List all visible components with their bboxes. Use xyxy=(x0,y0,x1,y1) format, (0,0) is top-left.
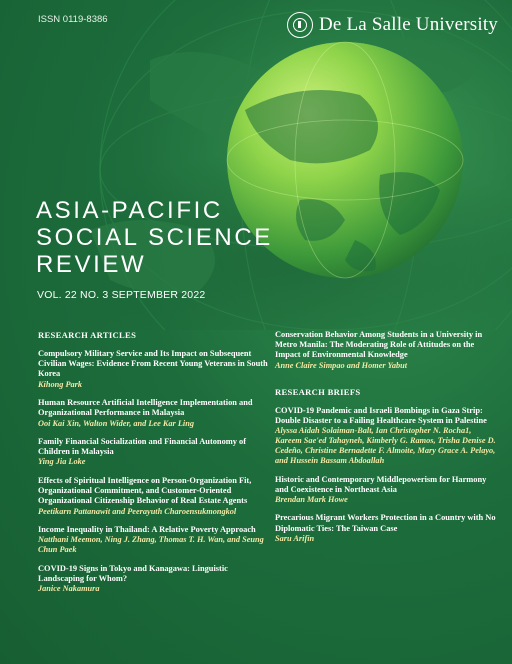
brief-authors: Brendan Mark Howe xyxy=(275,494,348,504)
article-entry xyxy=(275,330,497,371)
brief-title: Historic and Contemporary Middlepowerism for Harmony and Coexistence in Northeast Asia xyxy=(275,474,487,494)
contents-right-column xyxy=(275,330,497,552)
article-title: Conservation Behavior Among Students in a University in Metro Manila: The Moderating Role of Attitudes on the Impact of Environmental Knowledge xyxy=(275,330,483,360)
article-title: COVID-19 Signs in Tokyo and Kanagawa: Linguistic Landscaping for Whom? xyxy=(38,563,228,583)
article-title: Human Resource Artificial Intelligence Implementation and Organizational Performance in Malaysia xyxy=(38,398,253,418)
university-seal-icon xyxy=(287,12,313,38)
brief-entry xyxy=(275,406,497,466)
journal-title-line: REVIEW xyxy=(36,251,147,278)
article-entry xyxy=(38,349,270,390)
brief-title: COVID-19 Pandemic and Israeli Bombings in Gaza Strip: Double Disaster to a Failing Healthcare System in Palestine xyxy=(275,405,487,425)
article-authors: Kihong Park xyxy=(38,379,83,389)
journal-title-line: ASIA-PACIFIC xyxy=(36,197,223,224)
issn-number: ISSN 0119-8386 xyxy=(38,14,108,25)
article-entry xyxy=(38,564,270,594)
research-briefs-section xyxy=(275,387,497,544)
volume-issue-date: VOL. 22 NO. 3 SEPTEMBER 2022 xyxy=(37,289,206,301)
publisher-brand xyxy=(287,12,498,38)
article-authors: Ooi Kai Xin, Walton Wider, and Lee Kar Ling xyxy=(38,418,194,428)
article-entry xyxy=(38,437,270,467)
brief-entry xyxy=(275,475,497,505)
article-title: Compulsory Military Service and Its Impact on Subsequent Civilian Wages: Evidence From Recent Young Veterans in South Korea xyxy=(38,349,268,379)
article-authors: Natthani Meemon, Ning J. Zhang, Thomas T. H. Wan, and Seung Chun Paek xyxy=(38,535,264,555)
article-entry xyxy=(38,398,270,428)
contents-left-column xyxy=(38,330,270,603)
article-authors: Peetikarn Pattanawit and Peerayuth Charoensukmongkol xyxy=(38,506,237,516)
brief-entry xyxy=(275,513,497,543)
section-heading-research-articles: RESEARCH ARTICLES xyxy=(38,330,137,340)
journal-title-line: SOCIAL SCIENCE xyxy=(36,224,273,251)
article-title: Family Financial Socialization and Financial Autonomy of Children in Malaysia xyxy=(38,437,246,457)
section-heading-research-briefs: RESEARCH BRIEFS xyxy=(275,386,361,397)
article-title: Income Inequality in Thailand: A Relative Poverty Approach xyxy=(38,525,256,535)
brief-authors: Alyssa Aidah Solaiman-Balt, Ian Christopher N. Rocha1, Kareem Sae'ed Tahayneh, Kimberly G. Ramos, Trisha Denise D. Cedeño, Christine Bernadette F. Almoite, Mary Grace A. Pelayo, and Hussein Bassam Abdoallah xyxy=(275,426,496,466)
brief-authors: Saru Arifin xyxy=(275,533,315,543)
article-entry xyxy=(38,476,270,517)
journal-title xyxy=(36,197,273,278)
article-authors: Ying Jia Loke xyxy=(38,457,86,467)
brief-title: Precarious Migrant Workers Protection in a Country with No Diplomatic Ties: The Taiwan Case xyxy=(275,513,496,533)
article-entry xyxy=(38,525,270,555)
article-authors: Janice Nakamura xyxy=(38,584,100,594)
publisher-name: De La Salle University xyxy=(318,14,498,35)
globe-illustration xyxy=(0,0,512,330)
article-authors: Anne Claire Simpao and Homer Yabut xyxy=(275,360,408,370)
article-title: Effects of Spiritual Intelligence on Person-Organization Fit, Organizational Commitment, and Customer-Oriented Organizational Citizenship Behavior of Real Estate Agents xyxy=(38,475,252,506)
